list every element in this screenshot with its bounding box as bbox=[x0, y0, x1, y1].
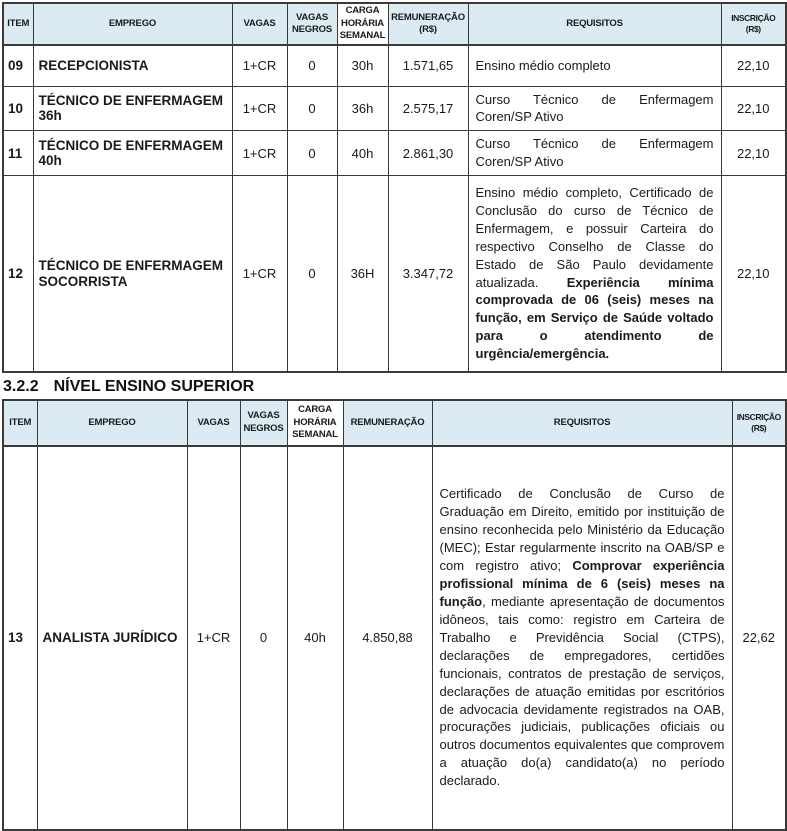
section-number: 3.2.2 bbox=[3, 377, 39, 395]
inscricao-cell: 22,62 bbox=[732, 446, 786, 830]
vagas-negros-cell: 0 bbox=[240, 446, 287, 830]
requisitos-text-2: , mediante apresentação de documentos idôneos, tais como: registro em Carteira de Trabalho e Previdência Social (CTPS), declarações de empregadores, certidões funcionais, contratos de prestação de serviços, declarações de atuação emitidas por escritórios de advocacia devidamente registrados na OAB, procurações judiciais, publicações oficiais ou outros documentos equivalentes que comprovem a atuação do(a) candidato(a) no período declarado. bbox=[439, 593, 725, 789]
job-row-13 bbox=[3, 446, 786, 830]
item-cell: 13 bbox=[3, 446, 37, 830]
header-vagas-negros: VAGAS NEGROS bbox=[240, 400, 287, 446]
remuneracao-cell: 4.850,88 bbox=[343, 446, 432, 830]
vagas-cell: 1+CR bbox=[232, 176, 287, 372]
requisitos-text: Ensino médio completo bbox=[475, 57, 611, 73]
requisitos-cell bbox=[432, 446, 732, 830]
emprego-cell: ANALISTA JURÍDICO bbox=[37, 446, 187, 830]
requisitos-bold-text: Comprovar experiência profissional mínima de 6 (seis) meses na função bbox=[439, 558, 725, 609]
superior-header-row bbox=[3, 400, 786, 446]
job-row-12 bbox=[3, 176, 786, 372]
header-vagas-negros: VAGAS NEGROS bbox=[287, 3, 337, 45]
header-item: ITEM bbox=[3, 400, 37, 446]
requisitos-cell bbox=[468, 176, 721, 372]
header-remuneracao: REMUNERAÇÃO bbox=[343, 400, 432, 446]
header-inscricao: INSCRIÇÃO (R$) bbox=[732, 400, 786, 446]
job-row-11 bbox=[3, 131, 786, 176]
vagas-negros-cell: 0 bbox=[287, 45, 337, 86]
remuneracao-cell: 1.571,65 bbox=[388, 45, 468, 86]
header-emprego: EMPREGO bbox=[33, 3, 232, 45]
header-remuneracao: REMUNERAÇÃO (R$) bbox=[388, 3, 468, 45]
carga-horaria-cell: 40h bbox=[287, 446, 343, 830]
item-cell: 09 bbox=[3, 45, 33, 86]
requisitos-text: Ensino médio completo, Certificado de Conclusão do curso de Técnico de Enfermagem, e possuir Carteira do respectivo Conselho de Classe do Estado de São Paulo devidamente atualizada. bbox=[475, 184, 714, 290]
header-inscricao: INSCRIÇÃO (R$) bbox=[721, 3, 786, 45]
header-emprego: EMPREGO bbox=[37, 400, 187, 446]
requisitos-bold-text: Experiência mínima comprovada de 06 (seis) meses na função, em Serviço de Saúde voltado para o atendimento de urgência/emergência. bbox=[475, 274, 714, 362]
job-row-09 bbox=[3, 45, 786, 86]
remuneracao-cell: 2.575,17 bbox=[388, 86, 468, 131]
item-cell: 12 bbox=[3, 176, 33, 372]
inscricao-cell: 22,10 bbox=[721, 176, 786, 372]
inscricao-cell: 22,10 bbox=[721, 86, 786, 131]
item-cell: 11 bbox=[3, 131, 33, 176]
header-vagas: VAGAS bbox=[187, 400, 240, 446]
emprego-cell: TÉCNICO DE ENFERMAGEM SOCORRISTA bbox=[33, 176, 232, 372]
requisitos-text: Certificado de Conclusão de Curso de Graduação em Direito, emitido por instituição de ensino reconhecida pelo Ministério da Educação (MEC); Estar regularmente inscrito na OAB/SP e com registro ativo; bbox=[439, 486, 725, 574]
carga-horaria-cell: 36H bbox=[337, 176, 388, 372]
vagas-cell: 1+CR bbox=[232, 131, 287, 176]
vagas-negros-cell: 0 bbox=[287, 86, 337, 131]
job-row-10 bbox=[3, 86, 786, 131]
header-item: ITEM bbox=[3, 3, 33, 45]
vagas-cell: 1+CR bbox=[187, 446, 240, 830]
carga-horaria-cell: 36h bbox=[337, 86, 388, 131]
carga-horaria-cell: 40h bbox=[337, 131, 388, 176]
emprego-cell: RECEPCIONISTA bbox=[33, 45, 232, 86]
section-title: NÍVEL ENSINO SUPERIOR bbox=[53, 377, 255, 395]
header-vagas: VAGAS bbox=[232, 3, 287, 45]
inscricao-cell: 22,10 bbox=[721, 45, 786, 86]
header-carga-horaria: CARGA HORÁRIA SEMANAL bbox=[337, 3, 388, 45]
section-heading bbox=[3, 378, 785, 396]
header-requisitos: REQUISITOS bbox=[432, 400, 732, 446]
medio-header-row bbox=[3, 3, 786, 45]
requisitos-text: Curso Técnico de Enfermagem Coren/SP Ativo bbox=[475, 136, 714, 170]
header-carga-horaria: CARGA HORÁRIA SEMANAL bbox=[287, 400, 343, 446]
requisitos-cell bbox=[468, 45, 721, 86]
nivel-superior-table bbox=[2, 399, 787, 831]
nivel-medio-table bbox=[2, 2, 787, 373]
requisitos-text: Curso Técnico de Enfermagem Coren/SP Ativo bbox=[475, 91, 714, 125]
vagas-negros-cell: 0 bbox=[287, 176, 337, 372]
requisitos-cell bbox=[468, 86, 721, 131]
emprego-cell: TÉCNICO DE ENFERMAGEM 40h bbox=[33, 131, 232, 176]
carga-horaria-cell: 30h bbox=[337, 45, 388, 86]
remuneracao-cell: 2.861,30 bbox=[388, 131, 468, 176]
remuneracao-cell: 3.347,72 bbox=[388, 176, 468, 372]
requisitos-cell bbox=[468, 131, 721, 176]
vagas-negros-cell: 0 bbox=[287, 131, 337, 176]
emprego-cell: TÉCNICO DE ENFERMAGEM 36h bbox=[33, 86, 232, 131]
item-cell: 10 bbox=[3, 86, 33, 131]
vagas-cell: 1+CR bbox=[232, 86, 287, 131]
inscricao-cell: 22,10 bbox=[721, 131, 786, 176]
vagas-cell: 1+CR bbox=[232, 45, 287, 86]
header-requisitos: REQUISITOS bbox=[468, 3, 721, 45]
